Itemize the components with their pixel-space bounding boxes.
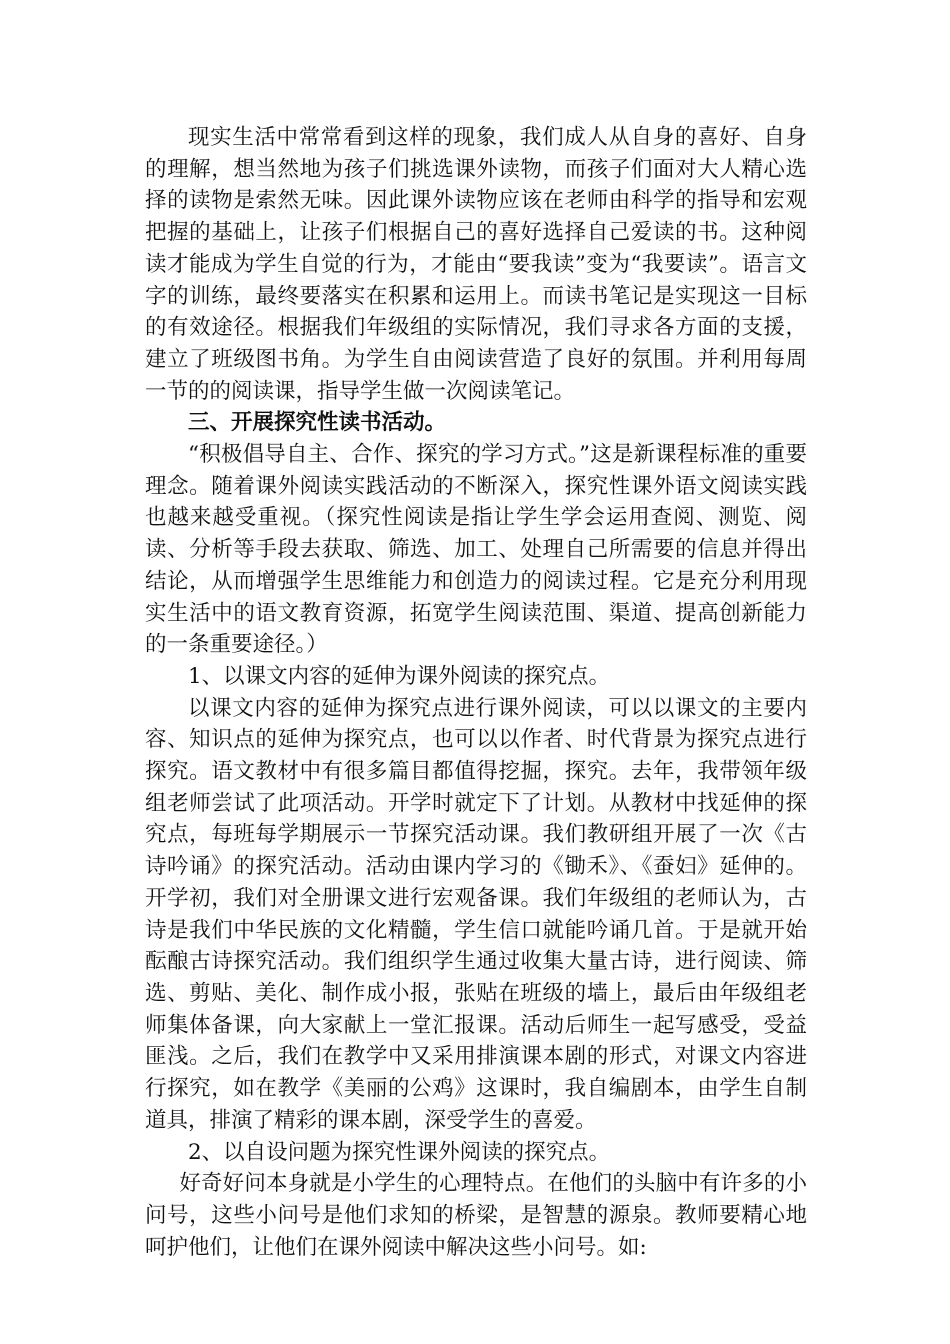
subheading-text-extension: 1、以课文内容的延伸为课外阅读的探究点。 <box>188 663 611 689</box>
paragraph-text-extension: 以课文内容的延伸为探究点进行课外阅读，可以以课文的主要内容、知识点的延伸为探究点，也可以以作者、时代背景为探究点进行探究。语文教材中有很多篇目都值得挖掘，探究。去年，我带领年级组老师尝试了此项活动。开学时就定下了计划。从教材中找延伸的探究点，每班每学期展示一节探究活动课。我们教研组开展了一次《古诗吟诵》的探究活动。活动由课内学习的《锄禾》、《蚕妇》延伸的。开学初，我们对全册课文进行宏观备课。我们年级组的老师认为，古诗是我们中华民族的文化精髓，学生信口就能吟诵几首。于是就开始酝酿古诗探究活动。我们组织学生通过收集大量古诗，进行阅读、筛选、剪贴、美化、制作成小报，张贴在班级的墙上，最后由年级组老师集体备课，向大家献上一堂汇报课。活动后师生一起写感受，受益匪浅。之后，我们在教学中又采用排演课本剧的形式，对课文内容进行探究，如在教学《美丽的公鸡》这课时，我自编剧本，由学生自制道具，排演了精彩的课本剧，深受学生的喜爱。 <box>145 695 807 1133</box>
section-heading-inquiry-reading: 三、开展探究性读书活动。 <box>188 410 447 436</box>
subheading-self-questions: 2、以自设问题为探究性课外阅读的探究点。 <box>188 1139 611 1165</box>
paragraph-self-questions: 好奇好问本身就是小学生的心理特点。在他们的头脑中有许多的小问号，这些小问号是他们求知的桥梁，是智慧的源泉。教师要精心地呵护他们，让他们在课外阅读中解决这些小问号。如: <box>145 1171 807 1260</box>
paragraph-reading-choice: 现实生活中常常看到这样的现象，我们成人从自身的喜好、自身的理解，想当然地为孩子们挑选课外读物，而孩子们面对大人精心选择的读物是索然无味。因此课外读物应该在老师由科学的指导和宏观把握的基础上，让孩子们根据自己的喜好选择自己爱读的书。这种阅读才能成为学生自觉的行为，才能由“要我读”变为“我要读”。语言文字的训练，最终要落实在积累和运用上。而读书笔记是实现这一目标的有效途径。根据我们年级组的实际情况，我们寻求各方面的支援，建立了班级图书角。为学生自由阅读营造了良好的氛围。并利用每周一节的的阅读课，指导学生做一次阅读笔记。 <box>145 125 807 404</box>
document-page <box>145 122 807 1263</box>
paragraph-inquiry-concept: “积极倡导自主、合作、探究的学习方式。”这是新课程标准的重要理念。随着课外阅读实践活动的不断深入，探究性课外语文阅读实践也越来越受重视。（探究性阅读是指让学生学会运用查阅、测览、阅读、分析等手段去获取、筛选、加工、处理自己所需要的信息并得出结论，从而增强学生思维能力和创造力的阅读过程。它是充分利用现实生活中的语文教育资源，拓宽学生阅读范围、渠道、提高创新能力的一条重要途径。） <box>145 442 807 658</box>
